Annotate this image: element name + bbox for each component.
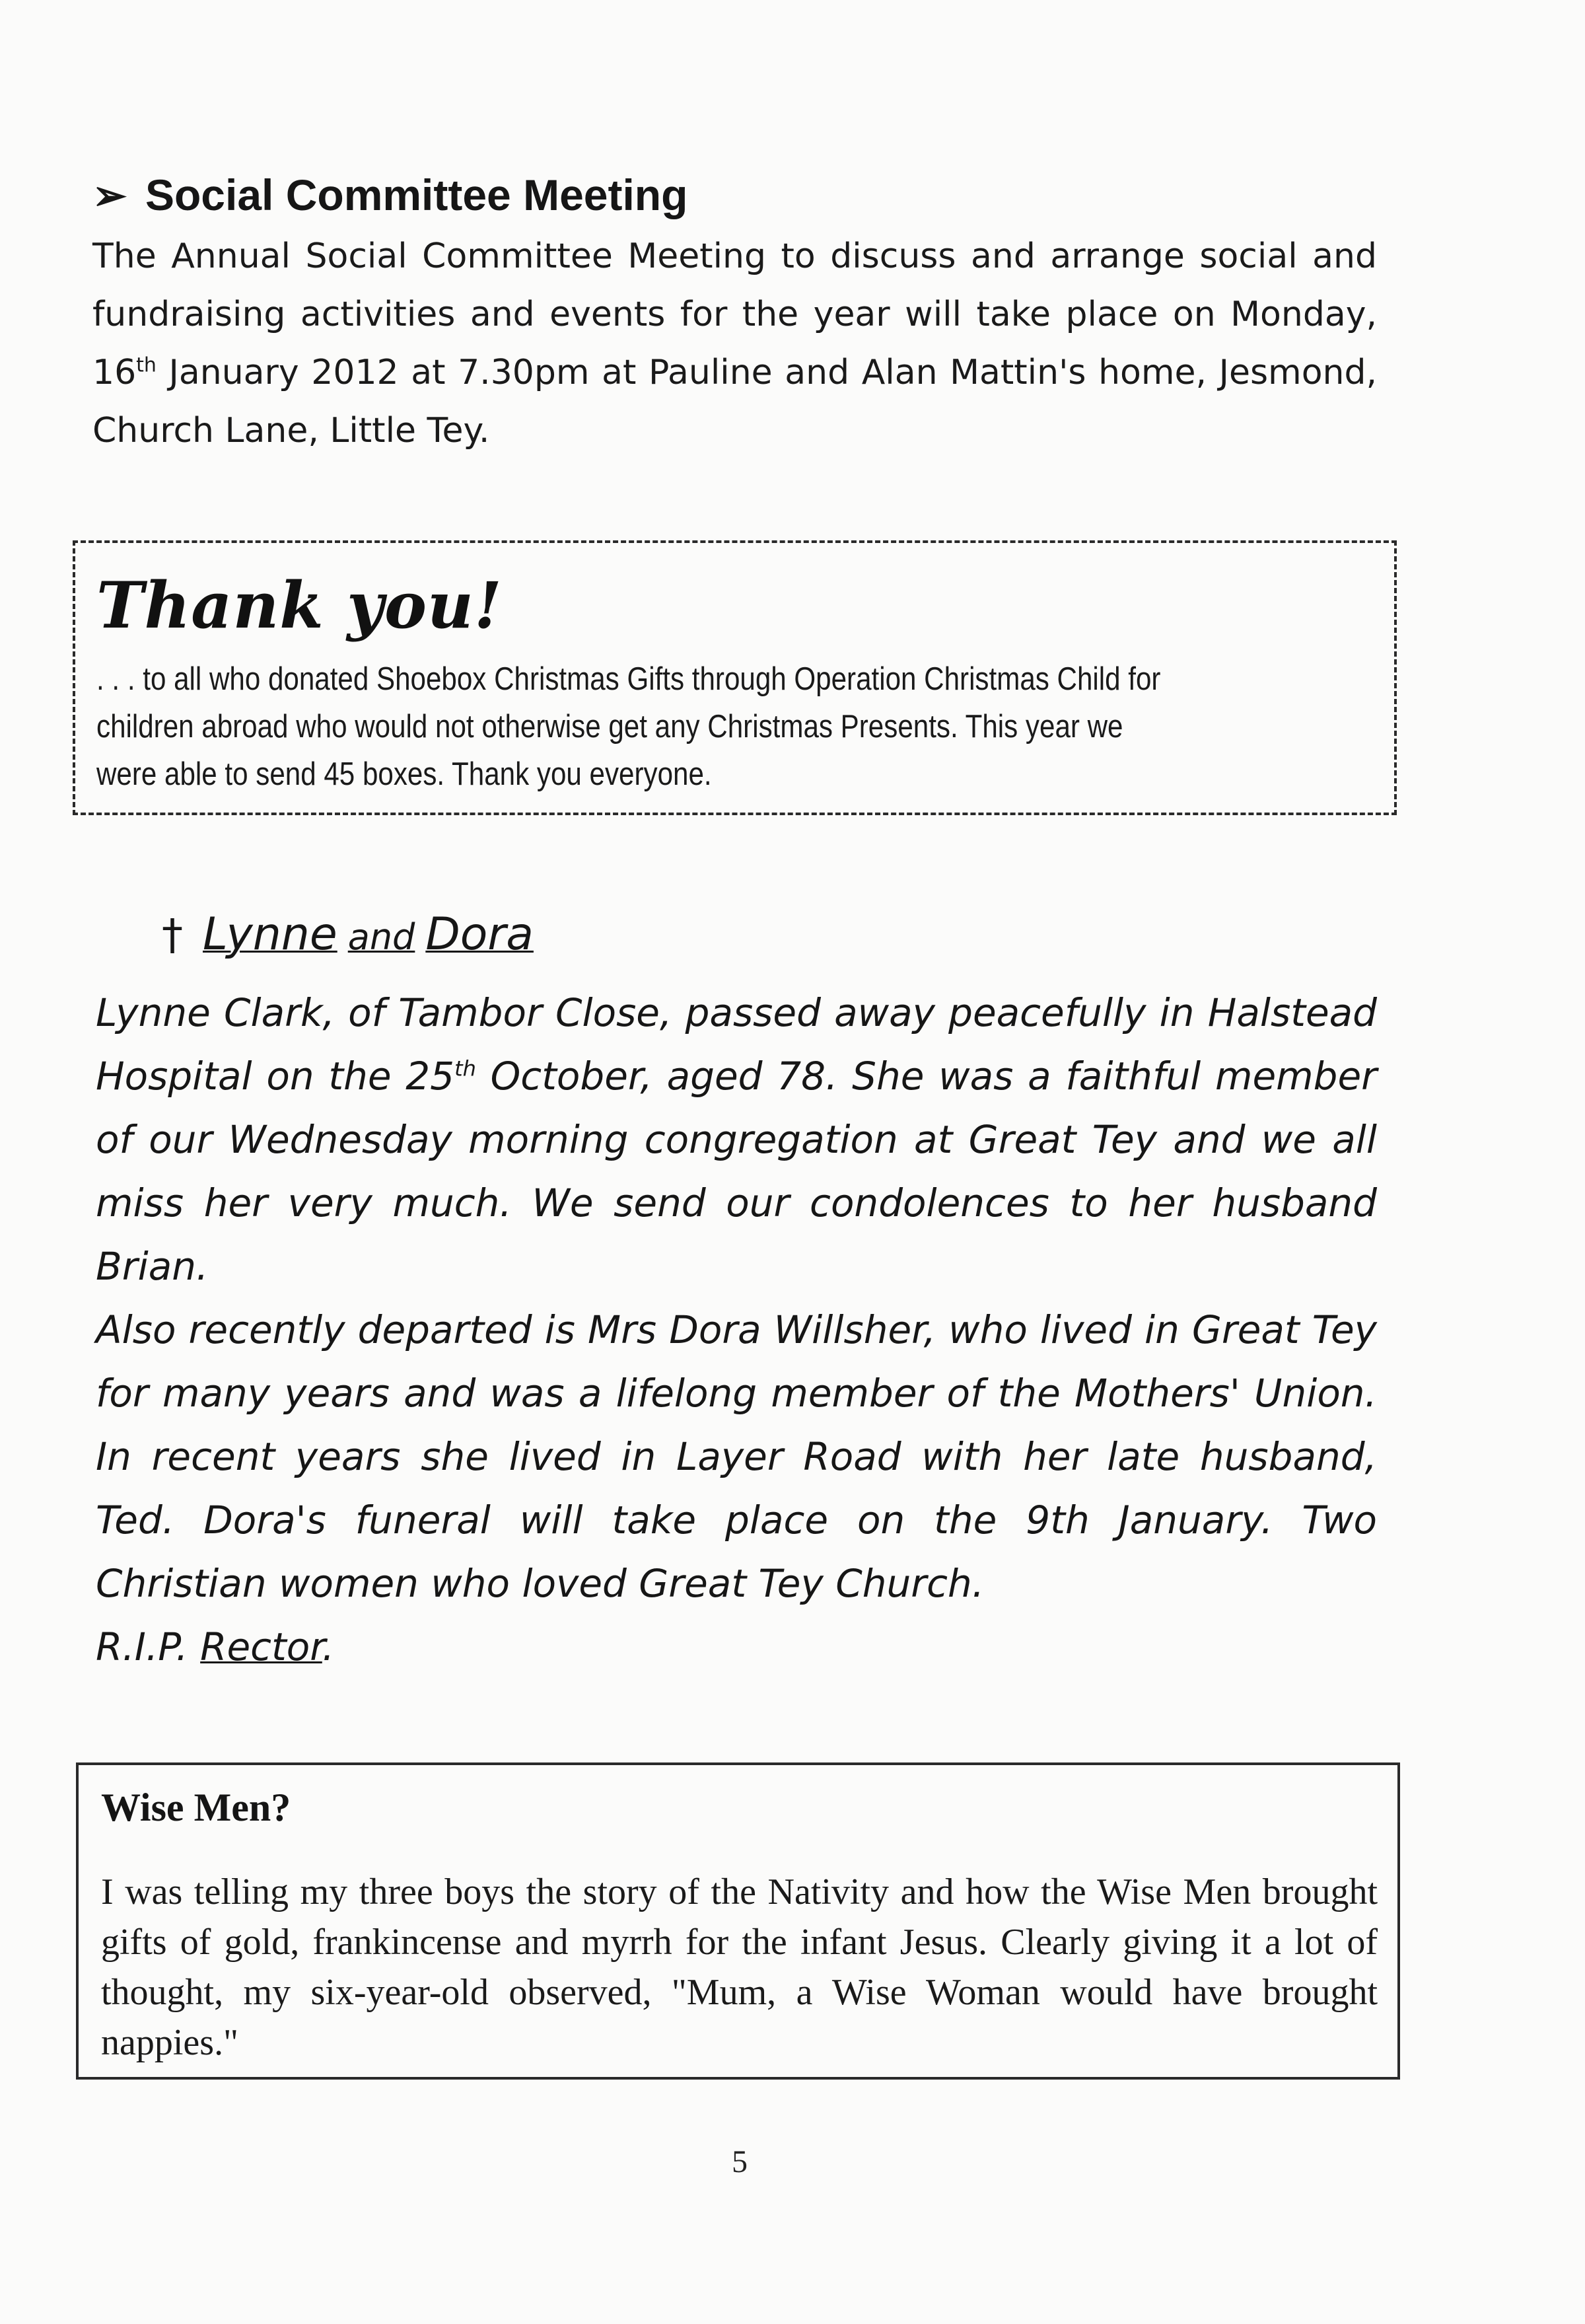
thank-you-line: children abroad who would not otherwise get any Christmas Presents. This year we: [96, 709, 1123, 744]
social-committee-section: [92, 165, 1377, 460]
signature: Rector: [200, 1624, 322, 1669]
obituary-heading: [96, 908, 1377, 981]
section-body: [92, 227, 1377, 460]
obituary-name: Lynne: [203, 908, 337, 961]
section-heading: [92, 165, 1377, 225]
wise-men-body: I was telling my three boys the story of the Nativity and how the Wise Men brought gifts of gold, frankincense and myrrh for the infant Jesus. Clearly giving it a lot of thought, my six-year-old observed, "Mum, a Wise Woman would have brought nappies.": [101, 1871, 1378, 2063]
obituary-name: Dora: [425, 908, 534, 961]
body-text-continued: January 2012 at 7.30pm at Pauline and Alan Mattin's home, Jesmond, Church Lane, Little Tey.: [92, 353, 1377, 451]
obituary-paragraph: Also recently departed is Mrs Dora Willsher, who lived in Great Tey for many years and was a lifelong member of the Mothers' Union. In recent years she lived in Layer Road with her late husband, Ted. Dora's funeral will take place on the 9th January. Two Christian women who loved Great Tey Church.: [96, 1307, 1377, 1606]
obituary-text: Lynne Clark, of Tambor Close, passed away peacefully in Halstead Hospital on the 25: [96, 990, 1377, 1099]
wise-men-title: Wise Men?: [101, 1786, 291, 1829]
signoff-end: .: [322, 1624, 335, 1669]
thank-you-box: [73, 540, 1397, 815]
signoff-text: R.I.P.: [96, 1624, 201, 1669]
obituary-paragraph: [96, 981, 1377, 1298]
latin-cross-icon: †: [162, 911, 183, 960]
obituary-text-continued: October, aged 78. She was a faithful member of our Wednesday morning congregation at Great Tey and we all miss her very much. We send our condolences to her husband Brian.: [96, 1054, 1377, 1289]
thank-you-title: Thank you!: [96, 568, 503, 643]
wise-men-box: [76, 1762, 1400, 2080]
body-text: The Annual Social Committee Meeting to discuss and arrange social and fundraising activities and events for the year will take place on Monday, 16: [92, 236, 1377, 392]
thank-you-line: . . . to all who donated Shoebox Christmas Gifts through Operation Christmas Child for: [96, 661, 1161, 697]
thank-you-body: [96, 655, 1372, 798]
section-title: Social Committee Meeting: [145, 170, 688, 219]
ordinal-suffix: th: [454, 1056, 476, 1081]
obituary-section: [96, 908, 1377, 1679]
thank-you-line: were able to send 45 boxes. Thank you everyone.: [96, 756, 712, 792]
obituary-signoff: [96, 1615, 1377, 1679]
arrowhead-bullet-icon: ➢: [92, 172, 127, 219]
ordinal-suffix: th: [136, 353, 157, 377]
page-number: 5: [732, 2144, 748, 2179]
obituary-conjunction: and: [347, 916, 415, 958]
